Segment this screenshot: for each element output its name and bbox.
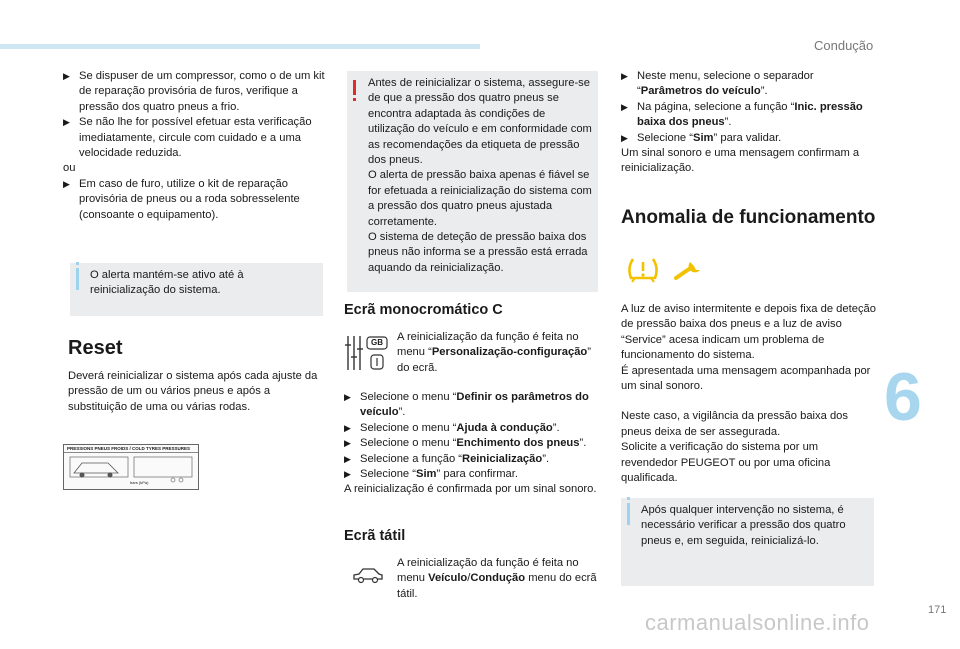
bullet-marker: ▶ (63, 178, 70, 189)
info-box (70, 263, 323, 316)
touch-screen-heading: Ecrã tátil (344, 528, 406, 544)
info-icon (76, 268, 79, 290)
tyre-pressure-warning-icon (625, 256, 661, 286)
watermark: carmanualsonline.info (645, 610, 870, 635)
bullet-marker: ▶ (621, 71, 628, 81)
bullet-marker: ▶ (344, 438, 351, 449)
list-item: ▶ Na página, selecione a função “Inic. pressão baixa dos pneus”. (621, 100, 863, 129)
list-item: ▶ Se não lhe for possível efetuar esta verificação imediatamente, circule com cuidado e a uma velocidade reduzida. (63, 116, 312, 160)
list-item: ▶ Selecione “Sim” para confirmar. (344, 467, 602, 482)
or-text: ou (63, 162, 76, 175)
settings-sliders-icon (344, 333, 392, 373)
warning-text: Antes de reinicializar o sistema, assegure-se de que a pressão dos quatro pneus se encontra adaptada às condições de utilização do veículo e em conformidade com as recomendações da etiqueta de pressão dos pneus. O alerta de pressão baixa apenas é fiável se for efetuada a reinicialização do sistema com a pressão dos quatro pneus ajustada corretamente. O sistema de deteção de pressão baixa dos pneus não informa se a pressão está errada aquando da reinicialização. (368, 77, 592, 274)
gb-label: GB (371, 338, 383, 347)
reset-heading: Reset (68, 337, 123, 359)
confirm-text: Um sinal sonoro e uma mensagem confirmam a reinicialização. (621, 147, 860, 175)
info-icon (627, 503, 630, 525)
list-item: ▶ Neste menu, selecione o separador “Parâmetros do veículo”. (621, 70, 814, 98)
mono-screen-heading: Ecrã monocromático C (344, 302, 503, 318)
mono-intro: A reinicialização da função é feita no menu “Personalização-configuração” do ecrã. (397, 331, 591, 374)
bullet-marker: ▶ (344, 469, 351, 480)
bullet-marker: ▶ (621, 101, 628, 112)
bullet-marker: ▶ (621, 132, 628, 143)
list-item: ▶ Selecione o menu “Enchimento dos pneus”. (344, 436, 602, 451)
chapter-number: 6 (884, 359, 922, 435)
bullet-marker: ▶ (63, 71, 70, 81)
header-accent-bar (0, 44, 480, 49)
reset-text: Deverá reinicializar o sistema após cada ajuste da pressão de um ou vários pneus e após a substituição de uma ou várias rodas. (68, 370, 318, 413)
anomaly-text: A luz de aviso intermitente e depois fixa de deteção de pressão baixa dos pneus e a luz de aviso “Service” acesa indicam um problema de funcionamento do sistema. É apresentada uma mensagem acompanhada por um sinal sonoro. Neste caso, a vigilância da pressão baixa dos pneus deixa de ser assegurada. Solicite a verificação do sistema por um revendedor PEUGEOT ou por uma oficina qualificada. (621, 303, 876, 485)
page-number: 171 (928, 604, 947, 616)
label-footer: bars (kPa) (130, 480, 149, 485)
tyre-pressure-label-image (63, 444, 199, 490)
bullet-marker: ▶ (63, 117, 70, 128)
list-item: ▶ Selecione “Sim” para validar. (621, 131, 876, 146)
info-text: Após qualquer intervenção no sistema, é necessário verificar a pressão dos quatro pneus e, em seguida, reinicializá-lo. (641, 504, 846, 547)
info-box (621, 498, 874, 586)
warning-icon (353, 80, 356, 95)
info-text: O alerta mantém-se ativo até à reinicialização do sistema. (90, 269, 244, 297)
label-header: PRESSIONS PNEUS FROIDS / COLD TYRES PRESSURES (64, 445, 198, 453)
car-outline-icon (64, 453, 198, 483)
col1-bullets (63, 69, 325, 223)
bullet-marker: ▶ (344, 422, 351, 433)
touch-intro: A reinicialização da função é feita no menu Veículo/Condução menu do ecrã tátil. (397, 557, 597, 600)
mono-confirm: A reinicialização é confirmada por um sinal sonoro. (344, 483, 597, 496)
list-item: ▶ Selecione a função “Reinicialização”. (344, 452, 602, 467)
section-title: Condução (814, 38, 874, 53)
bullet-marker: ▶ (344, 453, 351, 464)
bullet-marker: ▶ (344, 392, 351, 402)
list-item: ▶ Em caso de furo, utilize o kit de reparação provisória de pneus ou a roda sobresselente (consoante o equipamento). (63, 177, 300, 221)
mono-steps (344, 390, 602, 498)
wrench-icon (672, 258, 702, 282)
col3-steps (621, 69, 876, 177)
warning-box (347, 71, 598, 292)
anomaly-heading: Anomalia de funcionamento (621, 207, 876, 228)
list-item: ▶ Selecione o menu “Ajuda à condução”. (344, 421, 602, 436)
list-item: ▶ Selecione o menu “Definir os parâmetros do veículo”. (344, 391, 589, 419)
list-item: ▶ Se dispuser de um compressor, como o de um kit de reparação provisória de furos, verifique a pressão dos quatro pneus a frio. (63, 70, 325, 113)
car-icon (352, 565, 384, 585)
